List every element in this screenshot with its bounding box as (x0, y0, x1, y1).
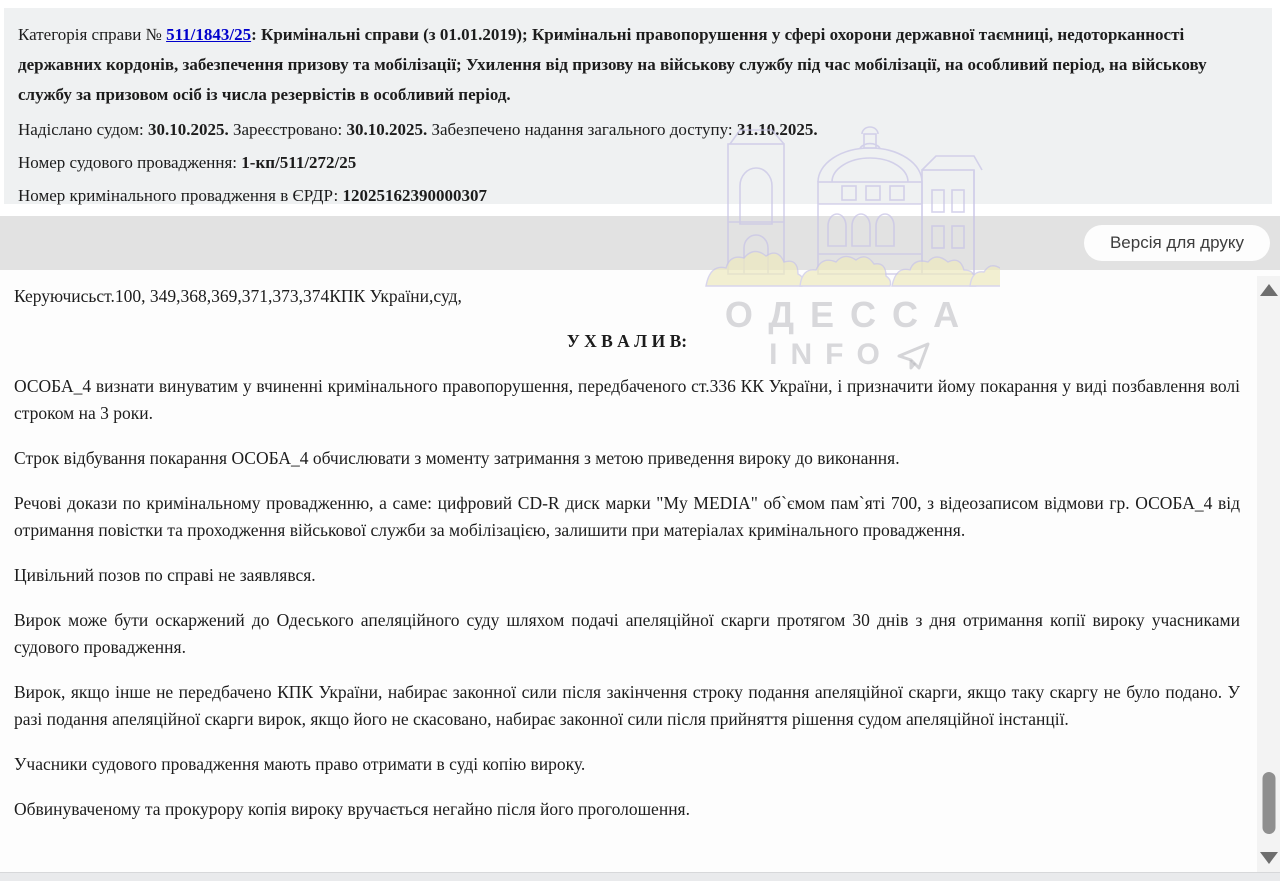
case-info-panel (4, 8, 1272, 204)
bottom-edge-strip (0, 872, 1280, 881)
decision-paragraph: Речові докази по кримінальному провадженню, а саме: цифровий CD-R диск марки "My MEDIA" об`ємом пам`яті 700, з відеозаписом відмови гр. ОСОБА_4 від отримання повістки та проходження військової служби за мобілізацією, залишити при матеріалах кримінального провадження. (14, 493, 1240, 540)
registered-value: 30.10.2025. (346, 120, 428, 139)
decision-paragraph: Вирок, якщо інше не передбачено КПК України, набирає законної сили після закінчення строку подання апеляційної скарги, якщо таку скаргу не було подано. У разі подання апеляційної скарги вирок, якщо його не скасовано, набирає законної сили після прийняття рішення судом апеляційної інстанції. (14, 682, 1240, 729)
erdr-line (18, 182, 1258, 209)
erdr-label: Номер кримінального провадження в ЄРДР: (18, 186, 343, 205)
toolbar-band (0, 216, 1280, 270)
erdr-value: 12025162390000307 (342, 186, 488, 205)
decision-paragraph: Учасники судового провадження мають право отримати в суді копію вироку. (14, 754, 586, 774)
decision-intro: Керуючисьст.100, 349,368,369,371,373,374КПК України,суд, (14, 286, 462, 306)
watermark-subtitle: INFO (690, 338, 1010, 372)
registered-label: Зареєстровано: (228, 120, 347, 139)
access-label: Забезпечено надання загального доступу: (427, 120, 737, 139)
category-label: Категорія справи № (18, 25, 167, 44)
case-category-line (18, 20, 1258, 110)
scrollbar-thumb[interactable] (1262, 772, 1275, 834)
sent-value: 30.10.2025. (147, 120, 229, 139)
category-description: : Кримінальні справи (з 01.01.2019); Кримінальні правопорушення у сфері охорони державної таємниці, недоторканності державних кордонів, забезпечення призову та мобілізації; Ухилення від призову на військову службу під час мобілізації, на особливий період, на військову службу за призовом осіб із числа резервістів в особливий період. (18, 25, 1211, 104)
print-version-button[interactable]: Версія для друку (1084, 225, 1270, 261)
decision-paragraph: Обвинуваченому та прокурору копія вироку вручається негайно після його проголошення. (14, 799, 690, 819)
decision-paragraph: Цивільний позов по справі не заявлявся. (14, 565, 316, 585)
case-number-link[interactable]: 511/1843/25 (166, 25, 252, 44)
sent-label: Надіслано судом: (18, 120, 148, 139)
access-value: 31.10.2025. (736, 120, 818, 139)
court-proceeding-value: 1-кп/511/272/25 (241, 153, 357, 172)
decision-heading: У Х В А Л И В: (566, 331, 688, 351)
court-proceeding-label: Номер судового провадження: (18, 153, 242, 172)
court-proceeding-line (18, 149, 1258, 176)
decision-paragraph: Строк відбування покарання ОСОБА_4 обчислювати з моменту затримання з метою приведення вироку до виконання. (14, 448, 900, 468)
vertical-scrollbar[interactable] (1257, 276, 1280, 872)
decision-paragraph: Вирок може бути оскаржений до Одеського апеляційного суду шляхом подачі апеляційної скарги протягом 30 днів з дня отримання копії вироку учасниками судового провадження. (14, 610, 1240, 657)
scroll-down-arrow-icon[interactable] (1260, 852, 1278, 864)
case-dates-line (18, 116, 1258, 143)
decision-paragraph: ОСОБА_4 визнати винуватим у вчиненні кримінального правопорушення, передбаченого ст.336 КК України, і призначити йому покарання у виді позбавлення волі строком на 3 роки. (14, 376, 1240, 423)
watermark-title: ОДЕССА (724, 294, 976, 335)
court-decision-text (0, 270, 1280, 872)
scroll-up-arrow-icon[interactable] (1260, 284, 1278, 296)
